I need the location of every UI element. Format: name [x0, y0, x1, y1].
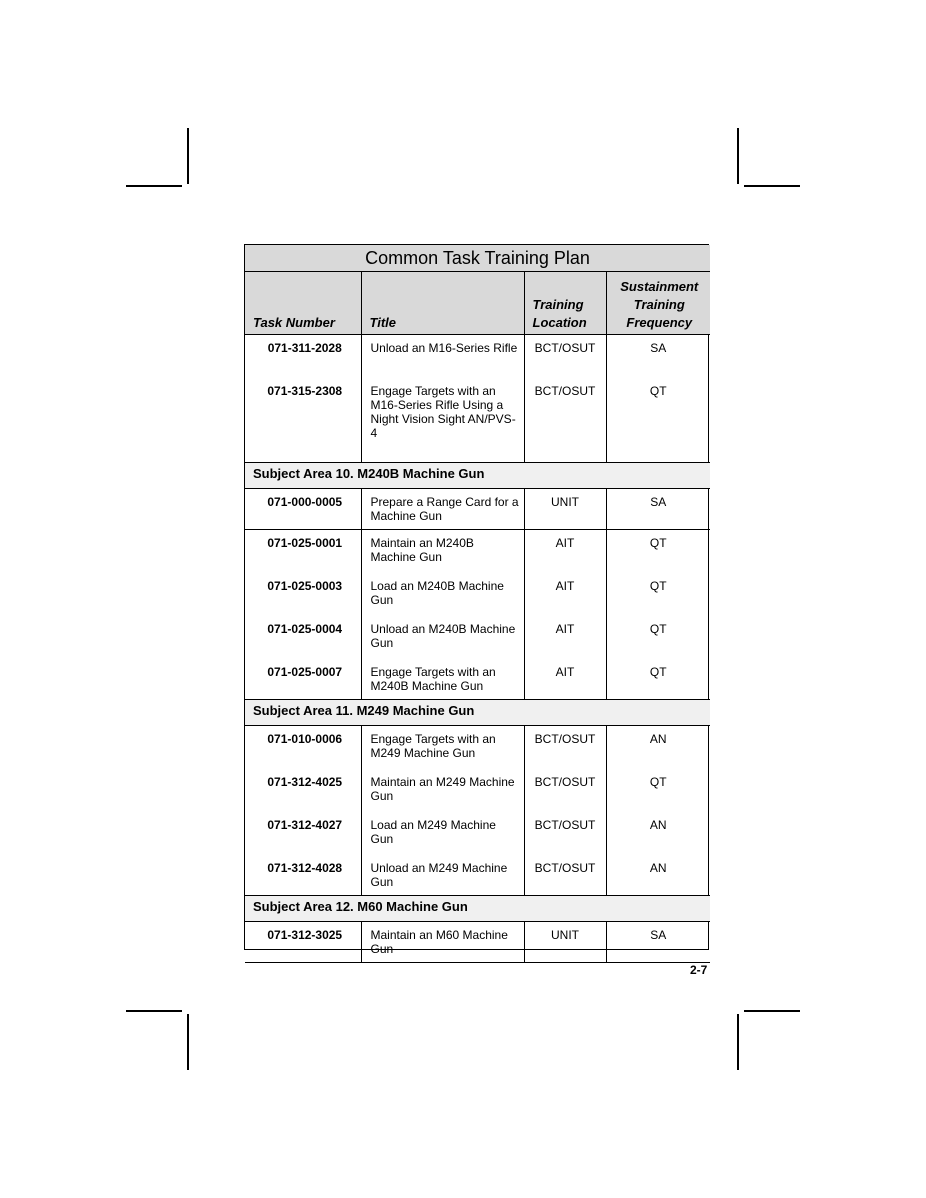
task-title: Maintain an M60 Machine Gun	[370, 928, 508, 956]
task-location: UNIT	[551, 928, 579, 942]
header-freq-line1: Sustainment	[620, 279, 699, 294]
task-title: Unload an M16-Series Rifle	[370, 341, 518, 355]
task-number: 071-312-4025	[267, 775, 343, 789]
task-title: Unload an M240B Machine Gun	[370, 622, 516, 650]
task-number: 071-025-0007	[267, 665, 343, 679]
task-title: Load an M240B Machine Gun	[370, 579, 504, 607]
task-number: 071-312-4027	[267, 818, 343, 832]
header-sustainment-frequency	[606, 272, 710, 335]
header-task-number: Task Number	[245, 272, 361, 335]
task-location: BCT/OSUT	[534, 775, 596, 789]
task-number: 071-000-0005	[267, 495, 343, 509]
task-title: Unload an M249 Machine Gun	[370, 861, 508, 889]
header-location-line2: Location	[532, 315, 587, 330]
header-title: Title	[361, 272, 524, 335]
crop-mark-top-left-horizontal	[126, 185, 182, 187]
table-row-group	[245, 726, 710, 896]
subject-area-row	[245, 896, 710, 922]
table-row-group	[245, 489, 710, 530]
page-number: 2-7	[690, 963, 708, 977]
task-frequency: QT	[649, 536, 667, 550]
table-row-group	[245, 335, 710, 463]
task-frequency: QT	[649, 622, 667, 636]
task-frequency: SA	[650, 495, 667, 509]
task-frequency: AN	[649, 732, 667, 746]
header-location-line1: Training	[532, 297, 584, 312]
task-title: Maintain an M240B Machine Gun	[370, 536, 474, 564]
task-frequency: SA	[650, 341, 667, 355]
task-number: 071-025-0001	[267, 536, 343, 550]
subject-area-row	[245, 700, 710, 726]
task-frequency: AN	[649, 861, 667, 875]
task-title: Load an M249 Machine Gun	[370, 818, 496, 846]
header-freq-line2: Training	[633, 297, 685, 312]
task-frequency: QT	[649, 384, 667, 398]
task-frequency: SA	[650, 928, 667, 942]
task-location: AIT	[555, 622, 575, 636]
task-location: UNIT	[551, 495, 579, 509]
task-location: AIT	[555, 665, 575, 679]
crop-mark-bottom-right-vertical	[737, 1014, 739, 1070]
task-location: BCT/OSUT	[534, 861, 596, 875]
task-title: Engage Targets with an M16-Series Rifle Using a Night Vision Sight AN/PVS-4	[370, 384, 516, 440]
task-location: BCT/OSUT	[534, 818, 596, 832]
table-title: Common Task Training Plan	[245, 245, 710, 272]
task-number: 071-312-4028	[267, 861, 343, 875]
task-frequency: QT	[649, 775, 667, 789]
task-number: 071-025-0004	[267, 622, 343, 636]
task-frequency: QT	[649, 579, 667, 593]
task-location: BCT/OSUT	[534, 384, 596, 398]
task-title: Maintain an M249 Machine Gun	[370, 775, 515, 803]
crop-mark-bottom-left-horizontal	[126, 1010, 182, 1012]
task-title: Engage Targets with an M249 Machine Gun	[370, 732, 496, 760]
frequency-cell	[606, 335, 710, 463]
table-row-group	[245, 530, 710, 700]
task-title: Prepare a Range Card for a Machine Gun	[370, 495, 519, 523]
subject-area-heading: Subject Area 10. M240B Machine Gun	[245, 463, 710, 489]
task-frequency: AN	[649, 818, 667, 832]
task-title: Engage Targets with an M240B Machine Gun	[370, 665, 496, 693]
crop-mark-top-right-vertical	[737, 128, 739, 184]
header-training-location	[524, 272, 606, 335]
title-cell	[361, 335, 524, 463]
task-frequency: QT	[649, 665, 667, 679]
location-cell	[524, 335, 606, 463]
subject-area-row	[245, 463, 710, 489]
task-location: BCT/OSUT	[534, 341, 596, 355]
task-location: AIT	[555, 579, 575, 593]
task-number: 071-311-2028	[267, 341, 342, 355]
subject-area-heading: Subject Area 11. M249 Machine Gun	[245, 700, 710, 726]
header-freq-line3: Frequency	[626, 315, 693, 330]
crop-mark-bottom-left-vertical	[187, 1014, 189, 1070]
task-location: AIT	[555, 536, 575, 550]
crop-mark-top-left-vertical	[187, 128, 189, 184]
crop-mark-bottom-right-horizontal	[744, 1010, 800, 1012]
subject-area-heading: Subject Area 12. M60 Machine Gun	[245, 896, 710, 922]
task-number: 071-312-3025	[267, 928, 343, 942]
crop-mark-top-right-horizontal	[744, 185, 800, 187]
task-number: 071-010-0006	[267, 732, 343, 746]
table-row-group	[245, 922, 710, 963]
task-number-cell	[245, 335, 361, 463]
task-location: BCT/OSUT	[534, 732, 596, 746]
task-number: 071-025-0003	[267, 579, 343, 593]
task-number: 071-315-2308	[267, 384, 343, 398]
training-plan-table	[244, 244, 709, 956]
